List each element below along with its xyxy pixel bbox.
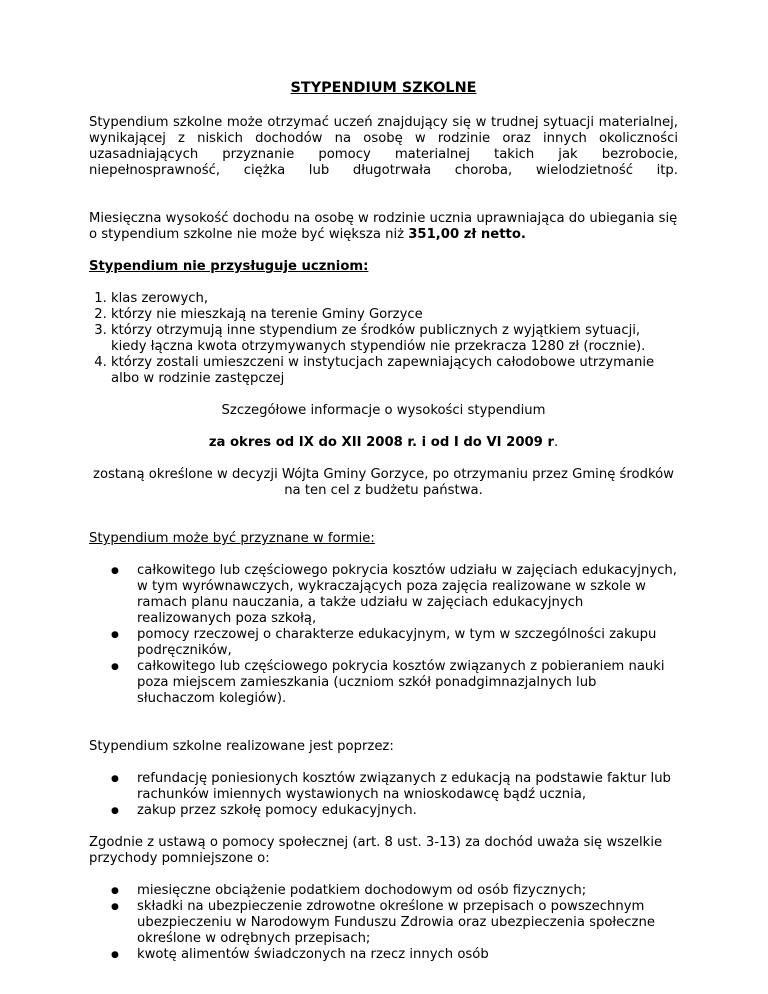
realized-heading: Stypendium szkolne realizowane jest poprzez: [89, 739, 394, 754]
list-item [111, 771, 678, 803]
list-item: 2. którzy nie mieszkają na terenie Gminy Gorzyce [111, 307, 678, 323]
bullet-icon: ● [111, 902, 119, 912]
list-item-text: refundację poniesionych kosztów związanych z edukacją na podstawie faktur lub rachunków imiennych wystawionych na wnioskodawcę bądź ucznia, [137, 771, 671, 802]
realized-list [89, 771, 678, 819]
bullet-icon: ● [111, 662, 119, 672]
law-line: Zgodnie z ustawą o pomocy społecznej (art. 8 ust. 3-13) za dochód uważa się wszelkie [89, 835, 663, 850]
list-item-text: zakup przez szkołę pomocy edukacyjnych. [137, 803, 417, 818]
list-item-text: miesięczne obciążenie podatkiem dochodowym od osób fizycznych; [137, 883, 587, 898]
document-title: STYPENDIUM SZKOLNE [290, 80, 477, 96]
bullet-icon: ● [111, 806, 119, 816]
list-item [111, 803, 678, 819]
bullet-icon: ● [111, 774, 119, 784]
list-item [111, 659, 678, 707]
intro-line: wynikającej z niskich dochodów na osobę w rodzinie oraz innych okoliczności [89, 131, 678, 146]
list-item-text: pomocy rzeczowej o charakterze edukacyjnym, w tym w szczególności zakupu podręczników, [137, 627, 657, 658]
intro-line: uzasadniających przyznanie pomocy materialnej takich jak bezrobocie, [89, 147, 678, 162]
law-line: przychody pomniejszone o: [89, 851, 270, 866]
list-item-text: całkowitego lub częściowego pokrycia kosztów udziału w zajęciach edukacyjnych, w tym wyrównawczych, wykraczających poza zajęcia realizowane w szkole w ramach planu nauczania, a także udziału w zajęciach edukacyjnych realizowanych poza szkołą, [137, 563, 677, 626]
income-line [89, 227, 678, 243]
list-item [111, 947, 678, 963]
list-item [111, 883, 678, 899]
income-line: Miesięczna wysokość dochodu na osobę w rodzinie ucznia uprawniająca do ubiegania się [89, 211, 678, 226]
deductions-list [89, 883, 678, 963]
period-tail: . [553, 435, 559, 450]
list-item [111, 627, 678, 659]
bullet-icon: ● [111, 566, 119, 576]
details-line: Szczegółowe informacje o wysokości stypendium [221, 403, 546, 418]
period-text: za okres od IX do XII 2008 r. i od I do VI 2009 r [208, 435, 554, 450]
bullet-icon: ● [111, 886, 119, 896]
income-limit: 351,00 zł netto. [408, 227, 526, 242]
intro-line: Stypendium szkolne może otrzymać uczeń znajdujący się w trudnej sytuacji materialnej, [89, 115, 678, 130]
list-item-text: składki na ubezpieczenie zdrowotne określone w przepisach o powszechnym ubezpieczeniu w Narodowym Funduszu Zdrowia oraz ubezpieczenia społeczne określone w odrębnych przepisach; [137, 899, 655, 946]
details-line: zostaną określone w decyzji Wójta Gminy Gorzyce, po otrzymaniu przez Gminę środków [93, 467, 674, 482]
not-entitled-heading: Stypendium nie przysługuje uczniom: [89, 259, 369, 274]
income-paragraph [89, 211, 678, 243]
not-entitled-list [89, 291, 678, 387]
bullet-icon: ● [111, 950, 119, 960]
list-item: 1. klas zerowych, [111, 291, 678, 307]
intro-paragraph [89, 115, 678, 179]
document-page [89, 80, 678, 963]
list-item: 3. którzy otrzymują inne stypendium ze środków publicznych z wyjątkiem sytuacji, kiedy łączna kwota otrzymywanych stypendiów nie przekracza 1280 zł (rocznie). [111, 323, 678, 355]
details-period [89, 435, 678, 451]
list-item: 4. którzy zostali umieszczeni w instytucjach zapewniających całodobowe utrzymanie albo w rodzinie zastępczej [111, 355, 678, 387]
list-item [111, 899, 678, 947]
income-text: o stypendium szkolne nie może być większa niż [89, 227, 409, 242]
details-line: na ten cel z budżetu państwa. [284, 483, 483, 498]
intro-line: niepełnosprawność, ciężka lub długotrwała choroba, wielodzietność itp. [89, 163, 678, 178]
list-item-text: kwotę alimentów świadczonych na rzecz innych osób [137, 947, 489, 962]
forms-list [89, 563, 678, 707]
list-item [111, 563, 678, 627]
forms-heading: Stypendium może być przyznane w formie: [89, 531, 375, 546]
list-item-text: całkowitego lub częściowego pokrycia kosztów związanych z pobieraniem nauki poza miejscem zamieszkania (uczniom szkół ponadgimnazjalnych lub słuchaczom kolegiów). [137, 659, 665, 706]
bullet-icon: ● [111, 630, 119, 640]
